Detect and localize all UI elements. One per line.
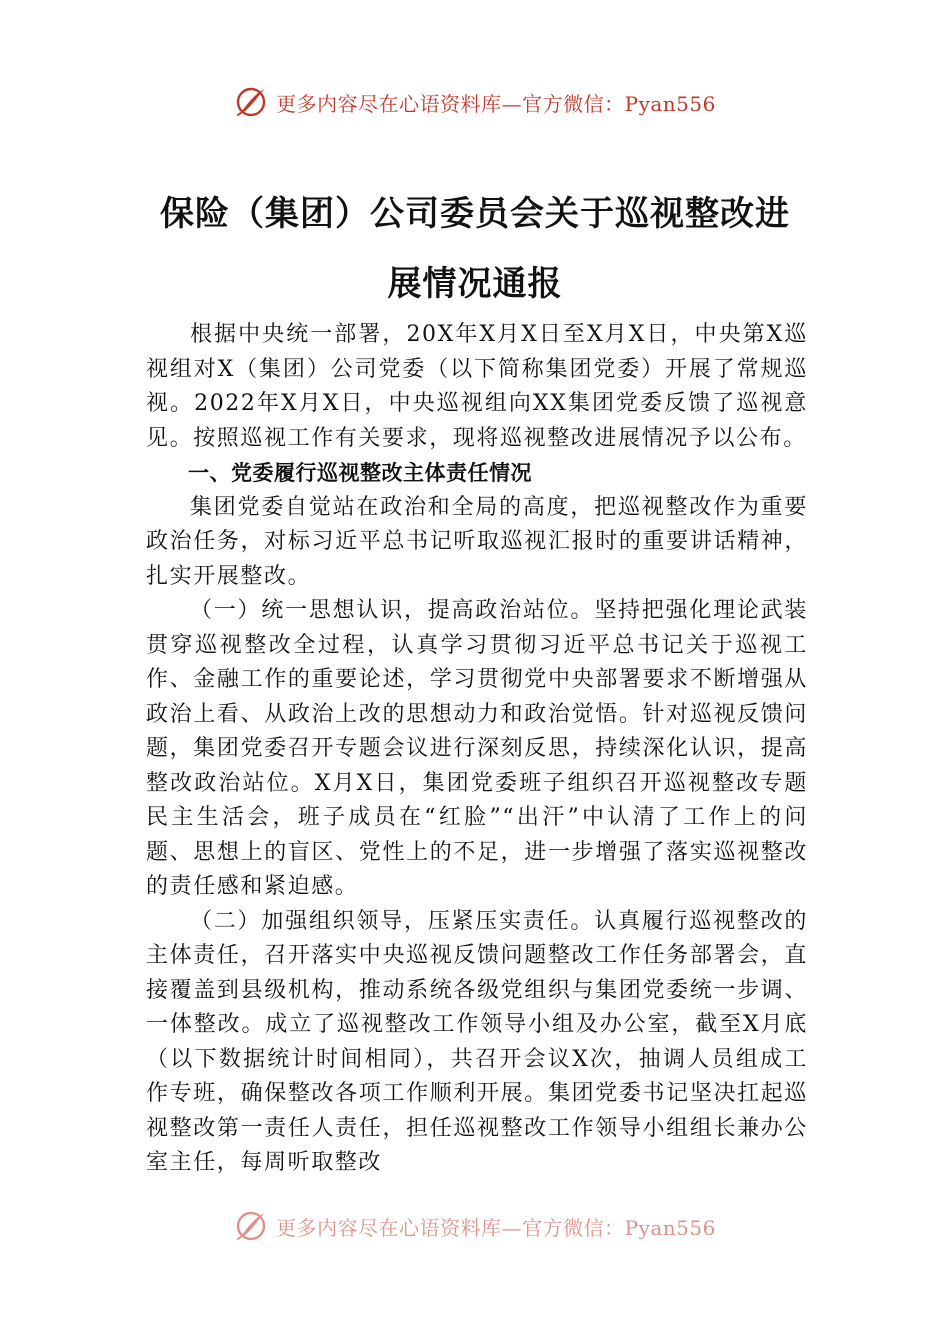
paragraph-intro: 根据中央统一部署，20X年X月X日至X月X日，中央第X巡视组对X（集团）公司党委（以下简称集团党委）开展了常规巡视。2022年X月X日，中央巡视组向XX集团党委反馈了巡视意见。按照巡视工作有关要求，现将巡视整改进展情况予以公布。	[146, 322, 808, 451]
item-1-lead: （一）统一思想认识，提高政治站位。	[190, 598, 595, 623]
feather-pen-logo-icon	[234, 85, 268, 119]
watermark-header	[0, 82, 950, 122]
document-body	[146, 318, 808, 1216]
section-heading-1: 一、党委履行巡视整改主体责任情况	[188, 461, 532, 485]
item-2-body: 认真履行巡视整改的主体责任，召开落实中央巡视反馈问题整改工作任务部署会，直接覆盖到县级机构，推动系统各级党组织与集团党委统一步调、一体整改。成立了巡视整改工作领导小组及办公室，截至X月底（以下数据统计时间相同），共召开会议X次，抽调人员组成工作专班，确保整改各项工作顺利开展。集团党委书记坚决扛起巡视整改第一责任人责任，担任巡视整改工作领导小组组长兼办公室主任，每周听取整改	[146, 908, 808, 1175]
paragraph-item-2	[146, 905, 808, 1181]
item-2-lead: （二）加强组织领导，压紧压实责任。	[190, 908, 595, 934]
watermark-text: 更多内容尽在心语资料库—官方微信：Pyan556	[276, 91, 716, 116]
document-title-line-1: 保险（集团）公司委员会关于巡视整改进	[160, 194, 790, 234]
document-title-line-2: 展情况通报	[387, 264, 563, 304]
watermark-footer	[0, 1206, 950, 1246]
paragraph-section-1-intro: 集团党委自觉站在政治和全局的高度，把巡视整改作为重要政治任务，对标习近平总书记听取巡视汇报时的重要讲话精神，扎实开展整改。	[146, 494, 808, 589]
paragraph-item-1	[146, 594, 808, 905]
watermark-text: 更多内容尽在心语资料库—官方微信：Pyan556	[276, 1215, 716, 1240]
item-1-body: 坚持把强化理论武装贯穿巡视整改全过程，认真学习贯彻习近平总书记关于巡视工作、金融工作的重要论述，学习贯彻党中央部署要求不断增强从政治上看、从政治上改的思想动力和政治觉悟。针对巡视反馈问题，集团党委召开专题会议进行深刻反思，持续深化认识，提高整改政治站位。X月X日，集团党委班子组织召开巡视整改专题民主生活会，班子成员在“红脸”“出汗”中认清了工作上的问题、思想上的盲区、党性上的不足，进一步增强了落实巡视整改的责任感和紧迫感。	[146, 598, 808, 899]
feather-pen-logo-icon	[234, 1209, 268, 1243]
